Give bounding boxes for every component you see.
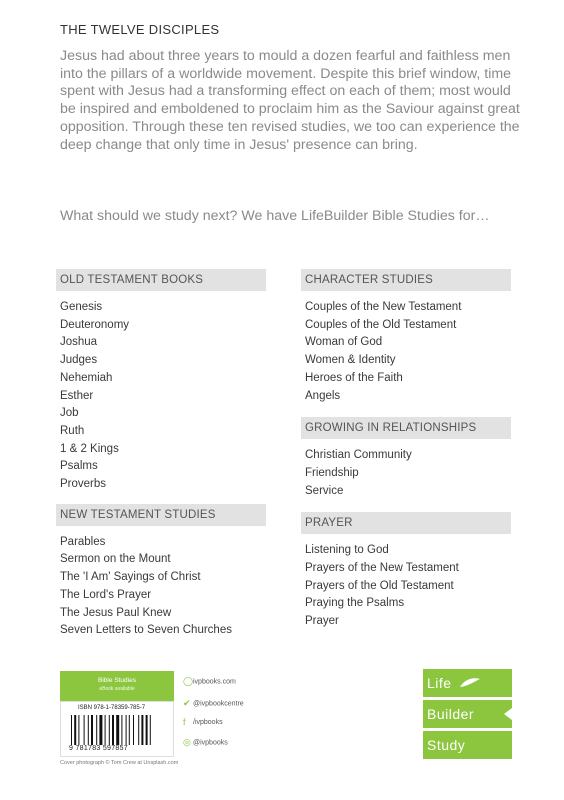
list-item: Woman of God bbox=[305, 336, 383, 349]
section-heading-new-testament: NEW TESTAMENT STUDIES bbox=[56, 504, 266, 526]
social-link-instagram[interactable] bbox=[183, 737, 283, 748]
list-item: Couples of the Old Testament bbox=[305, 318, 457, 331]
list-item: Judges bbox=[60, 354, 98, 367]
list-item: Seven Letters to Seven Churches bbox=[60, 624, 232, 637]
lifebuilder-logo bbox=[423, 669, 512, 762]
list-item: Genesis bbox=[60, 301, 103, 313]
twitter-icon: ✔ bbox=[183, 698, 191, 708]
social-link-twitter[interactable] bbox=[183, 698, 283, 709]
instagram-icon: ◎ bbox=[183, 737, 191, 747]
list-item: Job bbox=[60, 407, 79, 420]
study-prompt: What should we study next? We have LifeBuilder Bible Studies for… bbox=[60, 208, 490, 224]
brand-study: Study bbox=[423, 731, 512, 759]
arrow-icon bbox=[504, 708, 512, 720]
barcode-number: 9 781783 597857 bbox=[69, 745, 128, 752]
isbn-text: ISBN 978-1-78359-785-7 bbox=[78, 705, 146, 711]
list-item: 1 & 2 Kings bbox=[60, 442, 119, 455]
social-link-text: ivpbooks.com bbox=[193, 678, 236, 686]
list-item: The 'I Am' Sayings of Christ bbox=[60, 571, 201, 584]
list-item: Psalms bbox=[60, 460, 98, 473]
photo-credit: Cover photograph © Tom Crew at Unsplash.com bbox=[60, 760, 179, 766]
list-item: Esther bbox=[60, 389, 94, 402]
right-column bbox=[301, 269, 511, 631]
list-item: Joshua bbox=[60, 336, 98, 349]
social-link-text: @ivpbooks bbox=[193, 739, 228, 747]
new-testament-list bbox=[60, 534, 266, 640]
ebook-label: eBook available bbox=[99, 686, 135, 692]
left-column bbox=[56, 269, 266, 640]
list-item: Women & Identity bbox=[305, 354, 396, 367]
list-item: The Jesus Paul Knew bbox=[60, 606, 172, 619]
list-item: Parables bbox=[60, 535, 106, 548]
relationships-list bbox=[305, 447, 511, 500]
search-icon: ◯ bbox=[183, 676, 194, 686]
facebook-icon: f bbox=[183, 717, 186, 727]
list-item: Prayers of the Old Testament bbox=[305, 579, 454, 592]
brand-life: Life bbox=[423, 669, 512, 697]
list-item: Friendship bbox=[305, 466, 359, 479]
section-heading-old-testament: OLD TESTAMENT BOOKS bbox=[56, 269, 266, 291]
list-item: Prayers of the New Testament bbox=[305, 562, 459, 575]
intro-paragraph: Jesus had about three years to mould a dozen fearful and faithless men into the pillars of a worldwide movement. Despite this brief window, time spent with Jesus had a transforming effect on each of them; most would be inspired and emboldened to proclaim him as the Saviour against great opposition. Through these ten revised studies, we too can experience the deep change that only time in Jesus' presence can bring. bbox=[60, 48, 520, 153]
section-heading-relationships: GROWING IN RELATIONSHIPS bbox=[301, 417, 511, 439]
category-label: Bible Studies bbox=[98, 677, 136, 684]
page-title: THE TWELVE DISCIPLES bbox=[60, 22, 220, 37]
list-item: Prayer bbox=[305, 615, 339, 628]
social-link-text: /ivpbooks bbox=[193, 718, 223, 726]
list-item: Ruth bbox=[60, 424, 85, 437]
list-item: Deuteronomy bbox=[60, 318, 130, 331]
list-item: The Lord's Prayer bbox=[60, 588, 152, 601]
brand-builder: Builder bbox=[423, 700, 512, 728]
list-item: Proverbs bbox=[60, 478, 107, 491]
social-link-text: @ivpbookcentre bbox=[193, 700, 244, 708]
prayer-list bbox=[305, 542, 511, 631]
list-item: Couples of the New Testament bbox=[305, 301, 462, 313]
list-item: Nehemiah bbox=[60, 371, 113, 384]
section-heading-prayer: PRAYER bbox=[301, 512, 511, 534]
list-item: Heroes of the Faith bbox=[305, 371, 403, 384]
section-heading-character: CHARACTER STUDIES bbox=[301, 269, 511, 291]
list-item: Angels bbox=[305, 389, 341, 402]
list-item: Praying the Psalms bbox=[305, 597, 405, 610]
list-item: Christian Community bbox=[305, 449, 412, 462]
list-item: Sermon on the Mount bbox=[60, 553, 171, 566]
list-item: Service bbox=[305, 484, 344, 497]
list-item: Listening to God bbox=[305, 544, 389, 557]
character-list bbox=[305, 299, 511, 405]
old-testament-list bbox=[60, 299, 266, 494]
barcode-icon bbox=[71, 715, 167, 745]
social-link-facebook[interactable] bbox=[183, 717, 283, 727]
leaf-icon bbox=[459, 677, 481, 689]
category-badge bbox=[60, 671, 174, 701]
social-link-search[interactable] bbox=[183, 676, 283, 687]
barcode-box bbox=[60, 701, 174, 757]
